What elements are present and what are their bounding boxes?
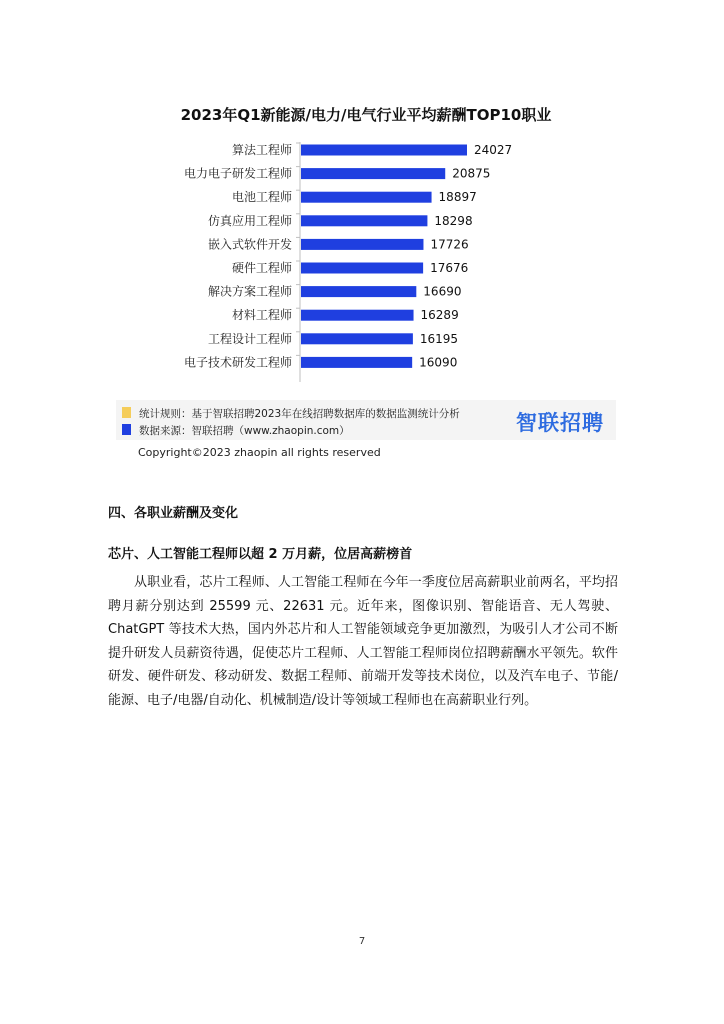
category-label: 解决方案工程师: [207, 284, 292, 299]
rule-note: [122, 406, 460, 421]
bar: [301, 239, 423, 250]
category-label: 电子技术研发工程师: [183, 355, 292, 370]
bar: [301, 333, 413, 344]
bar: [301, 357, 412, 368]
bar: [301, 310, 414, 321]
data-label: 24027: [474, 143, 513, 157]
data-label: 16195: [419, 331, 459, 346]
category-label: 工程设计工程师: [207, 331, 292, 346]
bar: [301, 263, 423, 274]
zhaopin-logo: 智联招聘: [516, 411, 604, 435]
rule-swatch: [122, 407, 131, 418]
data-label: 16289: [420, 308, 459, 323]
category-label: 算法工程师: [231, 143, 292, 157]
data-label: 16690: [423, 284, 462, 299]
chart-title: 2023年Q1新能源/电力/电气行业平均薪酬TOP10职业: [180, 106, 552, 124]
category-label: 仿真应用工程师: [207, 213, 292, 228]
chart-notes: [116, 400, 616, 440]
bar-chart: [116, 140, 616, 390]
source-text: 数据来源：智联招聘（www.zhaopin.com）: [139, 425, 350, 437]
bar: [301, 168, 445, 179]
source-swatch: [122, 424, 131, 435]
bar: [301, 145, 467, 156]
copyright: Copyright©2023 zhaopin all rights reserved: [138, 446, 381, 459]
data-label: 18298: [434, 213, 473, 228]
page-number: 7: [358, 936, 366, 947]
data-label: 18897: [438, 190, 477, 205]
sub-heading: 芯片、人工智能工程师以超 2 万月薪，位居高薪榜首: [108, 547, 413, 562]
rule-text: 统计规则：基于智联招聘2023年在线招聘数据库的数据监测统计分析: [139, 408, 460, 420]
category-label: 电池工程师: [231, 190, 292, 205]
data-label: 17726: [430, 237, 469, 252]
category-label: 材料工程师: [231, 308, 292, 323]
data-label: 20875: [452, 166, 491, 181]
data-label: 16090: [419, 355, 458, 370]
bar: [301, 215, 427, 226]
category-label: 电力电子研发工程师: [183, 166, 292, 181]
category-label: 硬件工程师: [231, 261, 292, 275]
bar: [301, 192, 432, 203]
bar: [301, 286, 416, 297]
section-heading: 四、各职业薪酬及变化: [108, 506, 239, 521]
category-label: 嵌入式软件开发: [207, 237, 292, 252]
data-label: 17676: [430, 261, 469, 275]
source-note: [122, 423, 350, 438]
body-paragraph: 从职业看，芯片工程师、人工智能工程师在今年一季度位居高薪职业前两名，平均招聘月薪分别达到 25599 元、22631 元。近年来，图像识别、智能语音、无人驾驶、ChatGPT 等技术大热，国内外芯片和人工智能领域竞争更加激烈，为吸引人才公司不断提升研发人员薪资待遇，促使芯片工程师、人工智能工程师岗位招聘薪酬水平领先。软件研发、硬件研发、移动研发、数据工程师、前端开发等技术岗位，以及汽车电子、节能/能源、电子/电器/自动化、机械制造/设计等领域工程师也在高薪职业行列。: [108, 575, 618, 708]
